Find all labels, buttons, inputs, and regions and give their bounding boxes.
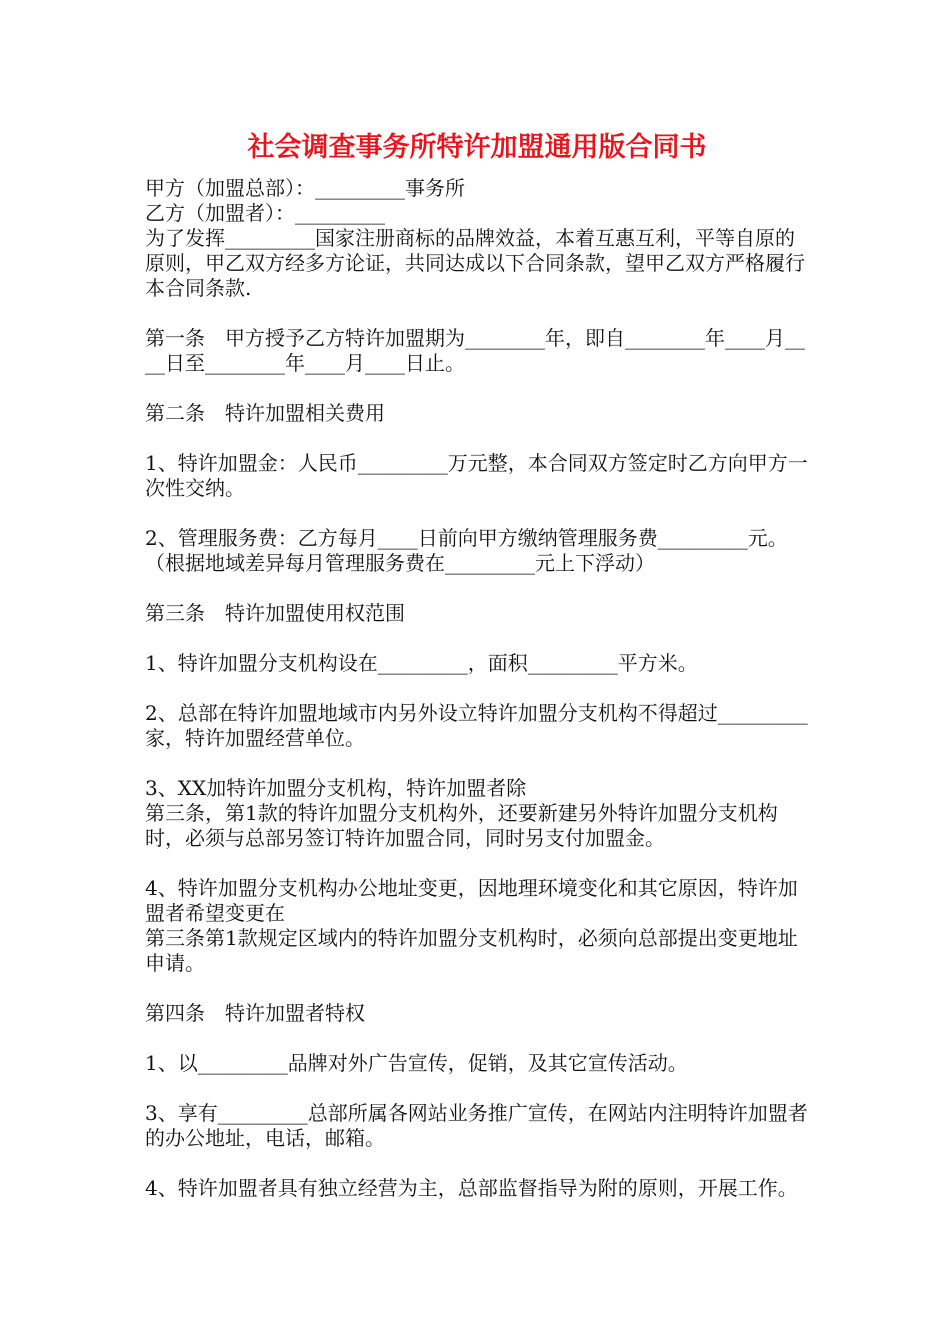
blank-line — [145, 626, 809, 651]
blank-line — [145, 1076, 809, 1101]
document-title: 社会调查事务所特许加盟通用版合同书 — [247, 132, 707, 163]
document-page — [145, 128, 809, 1201]
paragraph: 3、享有_________总部所属各网站业务推广宣传，在网站内注明特许加盟者的办公地址，电话，邮箱。 — [145, 1101, 808, 1150]
paragraph: 乙方（加盟者）：_________ — [145, 201, 385, 225]
blank-line — [145, 426, 809, 451]
paragraph: 第一条 甲方授予乙方特许加盟期为________年，即自________年____月____日至________年____月____日止。 — [145, 326, 805, 375]
paragraph: 第四条 特许加盟者特权 — [145, 1001, 365, 1025]
paragraph: 1、特许加盟分支机构设在_________，面积_________平方米。 — [145, 651, 698, 675]
blank-line — [145, 976, 809, 1001]
paragraph: 第三条，第1款的特许加盟分支机构外，还要新建另外特许加盟分支机构时，必须与总部另签订特许加盟合同，同时另支付加盟金。 — [145, 801, 778, 850]
paragraph: 甲方（加盟总部）：_________事务所 — [145, 176, 465, 200]
paragraph: 第二条 特许加盟相关费用 — [145, 401, 385, 425]
paragraph: 2、管理服务费：乙方每月____日前向甲方缴纳管理服务费_________元。（根据地域差异每月管理服务费在_________元上下浮动） — [145, 526, 788, 575]
paragraph: 为了发挥_________国家注册商标的品牌效益，本着互惠互利，平等自原的原则，甲乙双方经多方论证，共同达成以下合同条款，望甲乙双方严格履行本合同条款. — [145, 226, 805, 300]
blank-line — [145, 301, 809, 326]
blank-line — [145, 576, 809, 601]
paragraph: 4、特许加盟者具有独立经营为主，总部监督指导为附的原则，开展工作。 — [145, 1176, 798, 1200]
blank-line — [145, 1026, 809, 1051]
blank-line — [145, 851, 809, 876]
paragraph: 4、特许加盟分支机构办公地址变更，因地理环境变化和其它原因，特许加盟者希望变更在 — [145, 876, 798, 925]
blank-line — [145, 501, 809, 526]
paragraph: 1、以_________品牌对外广告宣传，促销，及其它宣传活动。 — [145, 1051, 688, 1075]
blank-line — [145, 376, 809, 401]
paragraph: 1、特许加盟金：人民币_________万元整，本合同双方签定时乙方向甲方一次性交纳。 — [145, 451, 808, 500]
paragraph: 3、XX加特许加盟分支机构，特许加盟者除 — [145, 776, 527, 800]
blank-line — [145, 1151, 809, 1176]
paragraph: 第三条第1款规定区域内的特许加盟分支机构时，必须向总部提出变更地址申请。 — [145, 926, 798, 975]
blank-line — [145, 676, 809, 701]
paragraph: 2、总部在特许加盟地域市内另外设立特许加盟分支机构不得超过_________家，特许加盟经营单位。 — [145, 701, 808, 750]
document-body — [145, 176, 809, 1201]
paragraph: 第三条 特许加盟使用权范围 — [145, 601, 405, 625]
blank-line — [145, 751, 809, 776]
